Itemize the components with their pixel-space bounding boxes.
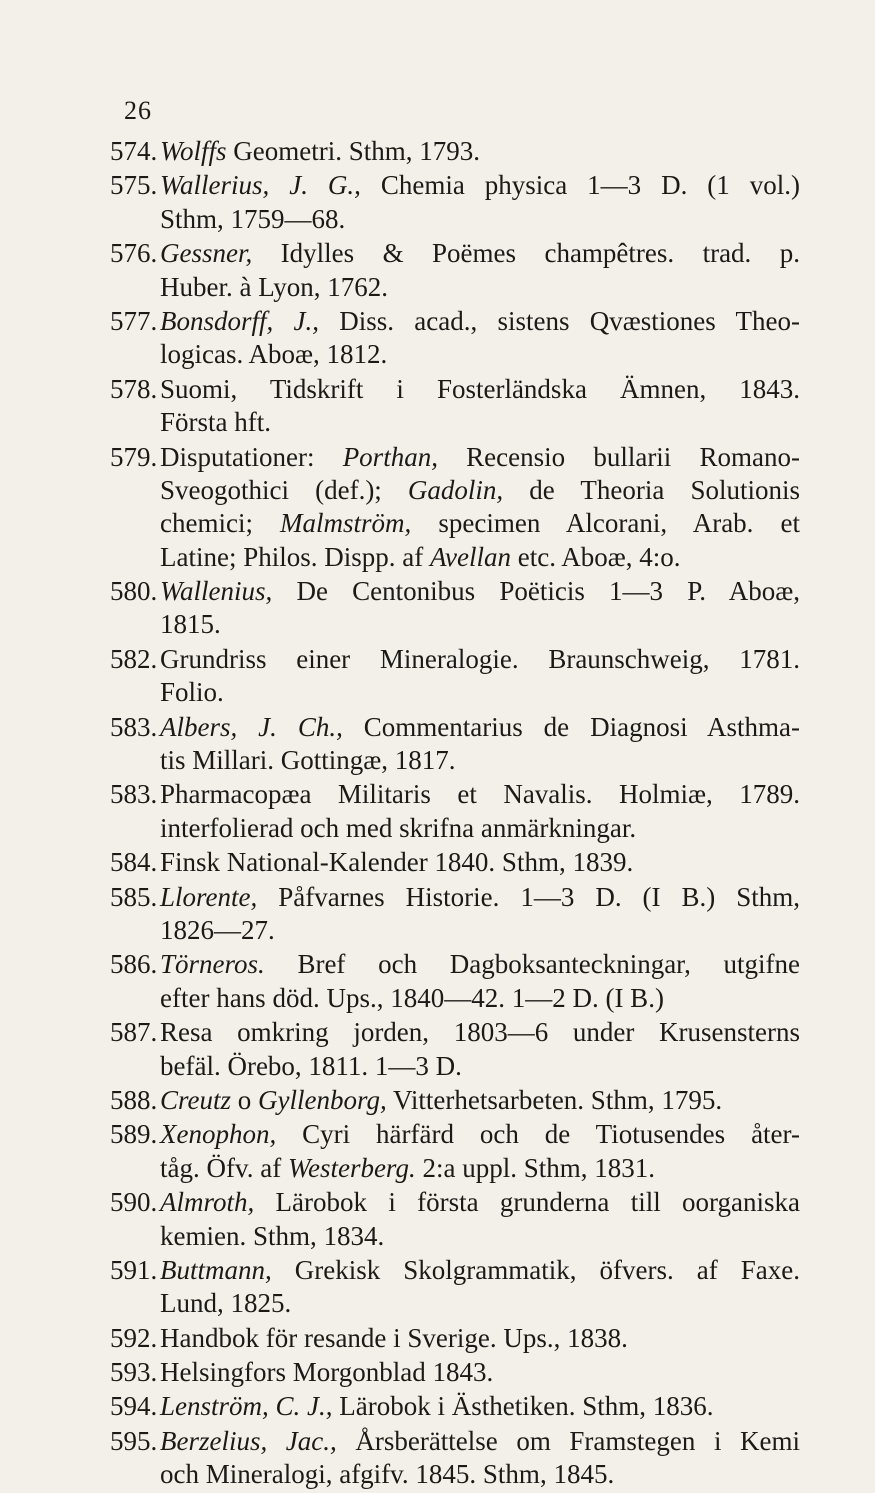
- catalog-entry: [110, 1322, 800, 1355]
- entry-text: Finsk National-Kalender 1840. Sthm, 1839.: [160, 847, 634, 878]
- catalog-entry: [110, 169, 800, 236]
- entry-author-italic: Lenström, C. J.,: [160, 1391, 333, 1422]
- entry-number: 589.: [110, 1119, 158, 1150]
- catalog-entry: [110, 305, 800, 372]
- entry-text: Sthm, 1759—68.: [160, 203, 346, 234]
- entry-author-italic: Gessner,: [160, 238, 253, 269]
- entry-line: [110, 914, 800, 947]
- entry-author-italic: Albers, J. Ch.,: [160, 711, 343, 742]
- entry-line: [110, 1220, 800, 1253]
- entry-author-italic: Malmström,: [280, 508, 412, 539]
- catalog-entry: [110, 778, 800, 845]
- entry-line: [110, 744, 800, 777]
- catalog-entry: [110, 237, 800, 304]
- entry-number: 579.: [110, 441, 158, 472]
- entry-text: interfolierad och med skrifna anmärkningar.: [160, 812, 637, 843]
- catalog-entries: [110, 135, 800, 1493]
- entry-text: Suomi, Tidskrift i Fosterländska Ämnen, 1843.: [160, 373, 800, 404]
- entry-line: [110, 203, 800, 236]
- entry-line: [110, 1356, 800, 1389]
- catalog-entry: [110, 948, 800, 1015]
- entry-text: Recensio bullarii Romano-: [437, 441, 800, 472]
- entry-line: [110, 948, 800, 981]
- entry-text: Commentarius de Diagnosi Asthma-: [342, 711, 800, 742]
- entry-text: Vitterhetsarbeten. Sthm, 1795.: [386, 1084, 723, 1115]
- entry-text: Diss. acad., sistens Qvæstiones Theo-: [319, 305, 800, 336]
- catalog-entry: [110, 846, 800, 879]
- catalog-entry: [110, 1016, 800, 1083]
- entry-text: Årsberättelse om Framstegen i Kemi: [336, 1425, 800, 1456]
- entry-text: Geometri. Sthm, 1793.: [226, 136, 481, 166]
- entry-number: 592.: [110, 1322, 158, 1353]
- entry-number: 585.: [110, 881, 158, 912]
- entry-text: Latine; Philos. Dispp. af: [160, 541, 430, 572]
- entry-author-italic: Buttmann,: [160, 1254, 272, 1285]
- entry-text: Första hft.: [160, 407, 271, 438]
- entry-text: Cyri härfärd och de Tiotusendes åter-: [276, 1119, 800, 1150]
- entry-author-italic: Wallenius,: [160, 576, 273, 607]
- page-number: 26: [124, 96, 152, 125]
- entry-number: 575.: [110, 170, 158, 201]
- entry-line: [110, 1287, 800, 1320]
- entry-text: tis Millari. Gottingæ, 1817.: [160, 745, 456, 776]
- entry-line: [110, 237, 800, 270]
- entry-author-italic: Bonsdorff, J.,: [160, 305, 319, 336]
- entry-line: [110, 507, 800, 540]
- entry-line: [110, 608, 800, 641]
- entry-number: 574.: [110, 136, 158, 166]
- catalog-entry: [110, 1084, 800, 1117]
- entry-text: och Mineralogi, afgifv. 1845. Sthm, 1845.: [160, 1459, 615, 1490]
- entry-number: 593.: [110, 1357, 158, 1388]
- entry-line: [110, 711, 800, 744]
- entry-line: [110, 812, 800, 845]
- catalog-entry: [110, 575, 800, 642]
- entry-number: 582.: [110, 643, 158, 674]
- entry-number: 583.: [110, 779, 158, 810]
- entry-line: [110, 1390, 800, 1423]
- entry-line: [110, 1050, 800, 1083]
- entry-text: logicas. Aboæ, 1812.: [160, 339, 388, 370]
- entry-author-italic: Berzelius, Jac.,: [160, 1425, 337, 1456]
- entry-text: Helsingfors Morgonblad 1843.: [160, 1357, 494, 1388]
- catalog-entry: [110, 1118, 800, 1185]
- entry-author-italic: Wallerius, J. G.,: [160, 170, 361, 201]
- entry-line: [110, 474, 800, 507]
- entry-line: [110, 441, 800, 474]
- entry-text: Disputationer:: [160, 441, 343, 472]
- entry-text: Påfvarnes Historie. 1—3 D. (I B.) Sthm,: [257, 881, 800, 912]
- entry-author-italic: Gadolin,: [407, 474, 504, 505]
- entry-line: [110, 271, 800, 304]
- entry-text: befäl. Örebo, 1811. 1—3 D.: [160, 1050, 462, 1081]
- entry-line: [110, 778, 800, 811]
- entry-line: [110, 1016, 800, 1049]
- entry-line: [110, 169, 800, 202]
- entry-text: o: [231, 1084, 259, 1115]
- entry-author-italic: Törneros.: [160, 949, 265, 980]
- entry-number: 595.: [110, 1425, 158, 1456]
- entry-number: 590.: [110, 1187, 158, 1218]
- entry-text: Sveogothici (def.);: [160, 474, 408, 505]
- entry-author-italic: Wolffs: [160, 136, 227, 166]
- entry-line: [110, 575, 800, 608]
- catalog-entry: [110, 1390, 800, 1423]
- catalog-entry: [110, 1254, 800, 1321]
- entry-line: [110, 1425, 800, 1458]
- catalog-entry: [110, 643, 800, 710]
- entry-line: [110, 1254, 800, 1287]
- entry-author-italic: Creutz: [160, 1084, 232, 1115]
- entry-line: [110, 643, 800, 676]
- entry-line: [110, 1458, 800, 1491]
- catalog-entry: [110, 1356, 800, 1389]
- entry-text: De Centonibus Poëticis 1—3 P. Aboæ,: [272, 576, 800, 607]
- entry-text: 1815.: [160, 609, 221, 640]
- entry-text: chemici;: [160, 508, 281, 539]
- entry-number: 584.: [110, 847, 158, 878]
- entry-number: 583.: [110, 711, 158, 742]
- entry-line: [110, 1118, 800, 1151]
- entry-text: Lärobok i Ästhetiken. Sthm, 1836.: [332, 1391, 714, 1422]
- entry-number: 578.: [110, 373, 158, 404]
- entry-line: [110, 373, 800, 406]
- entry-number: 577.: [110, 305, 158, 336]
- entry-line: [110, 676, 800, 709]
- entry-text: tåg. Öfv. af: [160, 1152, 288, 1183]
- catalog-entry: [110, 1186, 800, 1253]
- catalog-entry: [110, 711, 800, 778]
- entry-text: Chemia physica 1—3 D. (1 vol.): [360, 170, 800, 201]
- entry-text: Grekisk Skolgrammatik, öfvers. af Faxe.: [271, 1254, 800, 1285]
- entry-author-italic: Gyllenborg,: [258, 1084, 387, 1115]
- entry-text: kemien. Sthm, 1834.: [160, 1220, 385, 1251]
- entry-text: Handbok för resande i Sverige. Ups., 1838.: [160, 1322, 628, 1353]
- entry-author-italic: Porthan,: [342, 441, 438, 472]
- entry-line: [110, 1322, 800, 1355]
- entry-line: [110, 305, 800, 338]
- entry-line: [110, 406, 800, 439]
- entry-number: 586.: [110, 949, 158, 980]
- catalog-entry: [110, 881, 800, 948]
- entry-text: specimen Alcorani, Arab. et: [411, 508, 800, 539]
- catalog-entry: [110, 1425, 800, 1492]
- entry-text: Lund, 1825.: [160, 1288, 292, 1319]
- entry-line: [110, 1186, 800, 1219]
- entry-line: [110, 846, 800, 879]
- entry-number: 580.: [110, 576, 158, 607]
- entry-line: [110, 541, 800, 574]
- entry-text: 1826—27.: [160, 914, 275, 945]
- entry-text: Idylles & Poëmes champêtres. trad. p.: [252, 238, 800, 269]
- entry-text: Bref och Dagboksanteckningar, utgifne: [264, 949, 800, 980]
- entry-number: 594.: [110, 1391, 158, 1422]
- entry-text: Lärobok i första grunderna till oorganiska: [254, 1187, 800, 1218]
- entry-author-italic: Avellan: [429, 541, 511, 572]
- entry-line: [110, 135, 800, 168]
- entry-line: [110, 338, 800, 371]
- entry-line: [110, 982, 800, 1015]
- entry-author-italic: Almroth,: [160, 1187, 255, 1218]
- entry-author-italic: Xenophon,: [160, 1119, 277, 1150]
- entry-line: [110, 1152, 800, 1185]
- entry-text: Grundriss einer Mineralogie. Braunschweig, 1781.: [160, 643, 800, 674]
- entry-line: [110, 881, 800, 914]
- catalog-entry: [110, 441, 800, 575]
- catalog-entry: [110, 135, 800, 168]
- entry-text: 2:a uppl. Sthm, 1831.: [415, 1152, 655, 1183]
- catalog-entry: [110, 373, 800, 440]
- entry-text: Pharmacopæa Militaris et Navalis. Holmiæ, 1789.: [160, 779, 800, 810]
- entry-text: Huber. à Lyon, 1762.: [160, 271, 388, 302]
- entry-number: 576.: [110, 238, 158, 269]
- entry-text: etc. Aboæ, 4:o.: [510, 541, 681, 572]
- entry-number: 591.: [110, 1254, 158, 1285]
- entry-number: 588.: [110, 1084, 158, 1115]
- entry-text: de Theoria Solutionis: [503, 474, 800, 505]
- entry-author-italic: Llorente,: [160, 881, 258, 912]
- entry-number: 587.: [110, 1017, 158, 1048]
- entry-text: Folio.: [160, 677, 224, 708]
- entry-author-italic: Westerberg.: [287, 1152, 416, 1183]
- entry-text: efter hans död. Ups., 1840—42. 1—2 D. (I B.): [160, 982, 664, 1013]
- entry-text: Resa omkring jorden, 1803—6 under Krusensterns: [160, 1017, 800, 1048]
- entry-line: [110, 1084, 800, 1117]
